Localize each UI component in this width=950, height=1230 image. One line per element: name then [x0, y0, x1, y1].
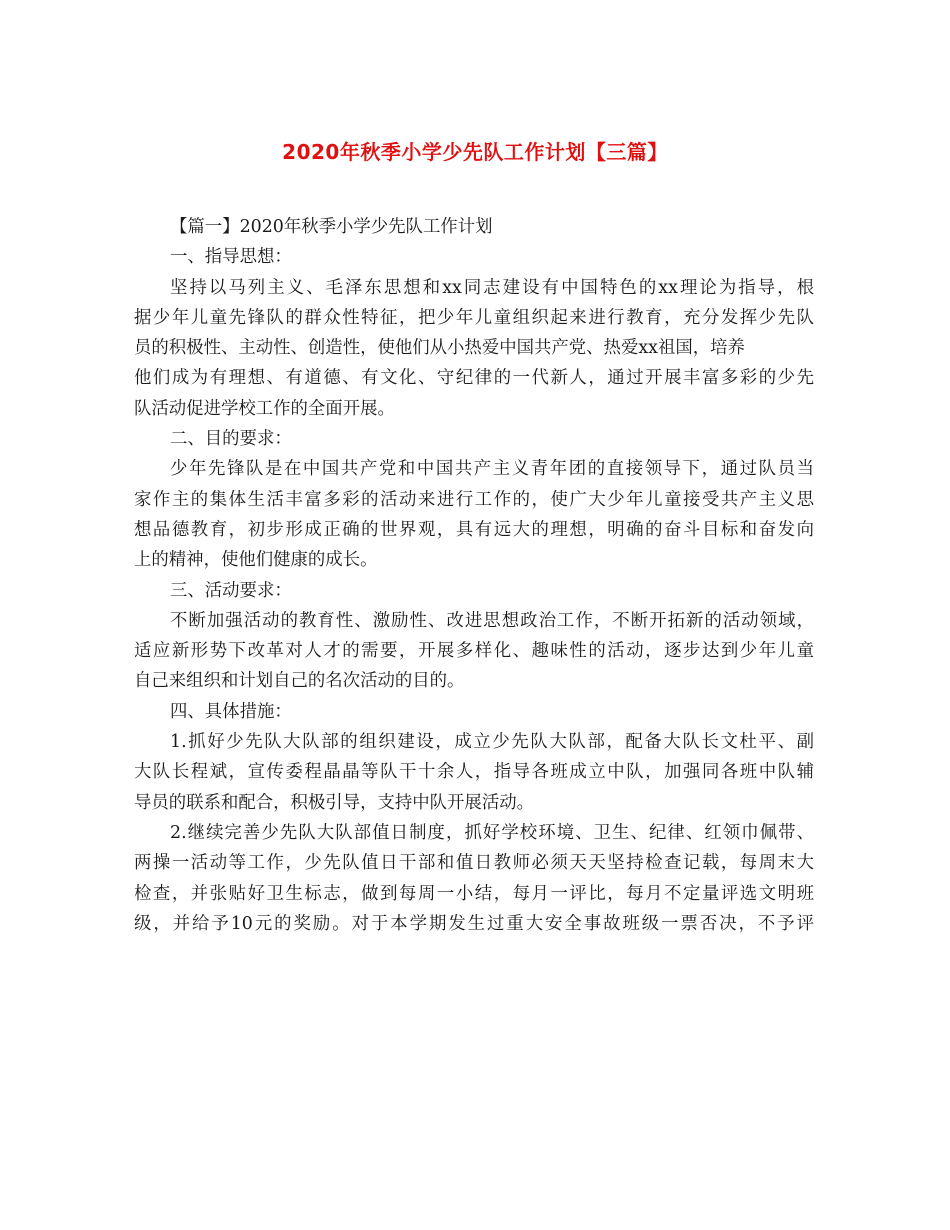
paragraph-line: 据少年儿童先锋队的群众性特征，把少年儿童组织起来进行教育，充分发挥少先队: [134, 307, 814, 328]
paragraph-line: 三、活动要求：: [170, 580, 292, 601]
document-title: 2020年秋季小学少先队工作计划【三篇】: [282, 140, 668, 164]
paragraph-line: 一、指导思想：: [170, 247, 292, 268]
paragraph-line: 二、目的要求：: [170, 429, 292, 450]
paragraph-line: 不断加强活动的教育性、激励性、改进思想政治工作，不断开拓新的活动领域，: [170, 610, 814, 631]
paragraph-line: 1.抓好少先队大队部的组织建设，成立少先队大队部，配备大队长文杜平、副: [170, 732, 814, 753]
paragraph-line: 他们成为有理想、有道德、有文化、守纪律的一代新人，通过开展丰富多彩的少先: [134, 368, 814, 389]
paragraph-line: 想品德教育，初步形成正确的世界观，具有远大的理想，明确的奋斗目标和奋发向: [134, 519, 814, 540]
paragraph-line: 员的积极性、主动性、创造性，使他们从小热爱中国共产党、热爱xx祖国，培养: [134, 338, 745, 359]
paragraph-line: 家作主的集体生活丰富多彩的活动来进行工作的，使广大少年儿童接受共产主义思: [134, 489, 814, 510]
paragraph-line: 大队长程斌，宣传委程晶晶等队干十余人，指导各班成立中队，加强同各班中队辅: [134, 762, 814, 783]
paragraph-line: 导员的联系和配合，积极引导，支持中队开展活动。: [134, 792, 534, 813]
document-body: [134, 212, 814, 939]
paragraph-line: 四、具体措施：: [170, 701, 292, 722]
paragraph-line: 少年先锋队是在中国共产党和中国共产主义青年团的直接领导下，通过队员当: [170, 459, 814, 480]
paragraph-line: 检查，并张贴好卫生标志，做到每周一小结，每月一评比，每月不定量评选文明班: [134, 883, 814, 904]
paragraph-line: 适应新形势下改革对人才的需要，开展多样化、趣味性的活动，逐步达到少年儿童: [134, 641, 814, 662]
paragraph-line: 上的精神，使他们健康的成长。: [134, 550, 378, 571]
paragraph-line: 自己来组织和计划自己的名次活动的目的。: [134, 671, 465, 692]
paragraph-line: 两操一活动等工作，少先队值日干部和值日教师必须天天坚持检查记载，每周末大: [134, 853, 814, 874]
paragraph-line: 队活动促进学校工作的全面开展。: [134, 398, 395, 419]
paragraph-line: 2.继续完善少先队大队部值日制度，抓好学校环境、卫生、纪律、红领巾佩带、: [170, 822, 814, 843]
paragraph-line: 坚持以马列主义、毛泽东思想和xx同志建设有中国特色的xx理论为指导，根: [170, 277, 814, 298]
paragraph-line: 级，并给予10元的奖励。对于本学期发生过重大安全事故班级一票否决，不予评: [134, 913, 814, 934]
paragraph-line: 【篇一】2020年秋季小学少先队工作计划: [170, 217, 493, 237]
